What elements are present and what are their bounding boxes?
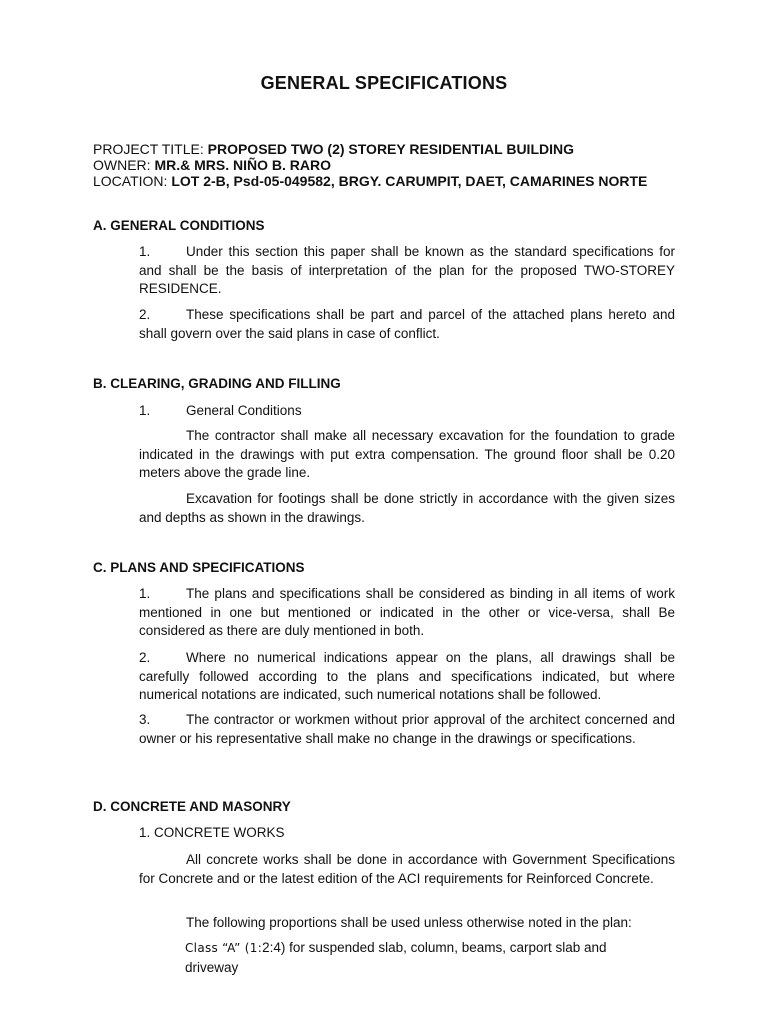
- section-c-item-1: [139, 585, 675, 641]
- section-b-heading: B. CLEARING, GRADING AND FILLING: [93, 376, 341, 391]
- location-value: LOT 2-B, Psd-05-049582, BRGY. CARUMPIT, DAET, CAMARINES NORTE: [171, 173, 648, 189]
- section-c-item-3: [139, 711, 675, 748]
- section-a-item-1: [139, 243, 675, 299]
- project-title-value: PROPOSED TWO (2) STOREY RESIDENTIAL BUILDING: [207, 141, 574, 157]
- owner-value: MR.& MRS. NIÑO B. RARO: [154, 157, 332, 173]
- item-number: 1.: [139, 403, 151, 418]
- item-number: 2.: [139, 307, 151, 322]
- item-text: Under this section this paper shall be known as the standard specifications for and shall be the basis of interpretation of the plan for the proposed TWO-STOREY RESIDENCE.: [139, 244, 675, 297]
- section-c-heading: C. PLANS AND SPECIFICATIONS: [93, 560, 305, 575]
- class-a-line: [185, 939, 675, 958]
- item-number: 2.: [139, 650, 151, 665]
- owner-label: OWNER:: [93, 157, 155, 173]
- section-b-paragraph-2: Excavation for footings shall be done strictly in accordance with the given sizes and depths as shown in the drawings.: [139, 491, 675, 525]
- owner-row: [93, 157, 693, 173]
- section-d-heading: D. CONCRETE AND MASONRY: [93, 799, 291, 814]
- class-a-text: 2:4) for suspended slab, column, beams, carport slab and: [262, 940, 607, 955]
- item-number: 1.: [139, 586, 151, 601]
- item-number: 3.: [139, 712, 151, 727]
- item-text: These specifications shall be part and parcel of the attached plans hereto and shall govern over the said plans in case of conflict.: [139, 307, 675, 341]
- item-text: The plans and specifications shall be considered as binding in all items of work mentioned in one but mentioned or indicated in the other or vice-versa, shall Be considered as there are duly mentioned in both.: [139, 586, 675, 639]
- item-text: Where no numerical indications appear on the plans, all drawings shall be carefully followed according to the plans and specifications indicated, but where numerical notations are indicated, such numerical notations shall be followed.: [139, 650, 675, 703]
- project-title-label: PROJECT TITLE:: [93, 141, 208, 157]
- section-d-paragraph: All concrete works shall be done in accordance with Government Specifications for Concrete and or the latest edition of the ACI requirements for Reinforced Concrete.: [139, 852, 675, 886]
- location-row: [93, 173, 693, 189]
- section-b-subheading: [139, 402, 675, 421]
- class-a-label: Class “A” (1:: [185, 941, 263, 955]
- document-title: GENERAL SPECIFICATIONS: [260, 73, 508, 93]
- location-label: LOCATION:: [93, 173, 172, 189]
- section-a-item-2: [139, 306, 675, 343]
- sub-title: General Conditions: [186, 403, 302, 418]
- section-b-paragraph-1: The contractor shall make all necessary excavation for the foundation to grade indicated in the drawings with put extra compensation. The ground floor shall be 0.20 meters above the grade line.: [139, 428, 675, 481]
- section-c-item-2: [139, 649, 675, 705]
- project-info: [93, 141, 693, 189]
- item-number: 1.: [139, 244, 151, 259]
- section-d-subheading: 1. CONCRETE WORKS: [139, 825, 285, 840]
- project-title-row: [93, 141, 693, 157]
- section-a-heading: A. GENERAL CONDITIONS: [93, 218, 265, 233]
- class-a-continuation: driveway: [185, 960, 239, 975]
- item-text: The contractor or workmen without prior approval of the architect concerned and owner or his representative shall make no change in the drawings or specifications.: [139, 712, 675, 746]
- section-d-proportions-intro: The following proportions shall be used unless otherwise noted in the plan:: [186, 915, 632, 930]
